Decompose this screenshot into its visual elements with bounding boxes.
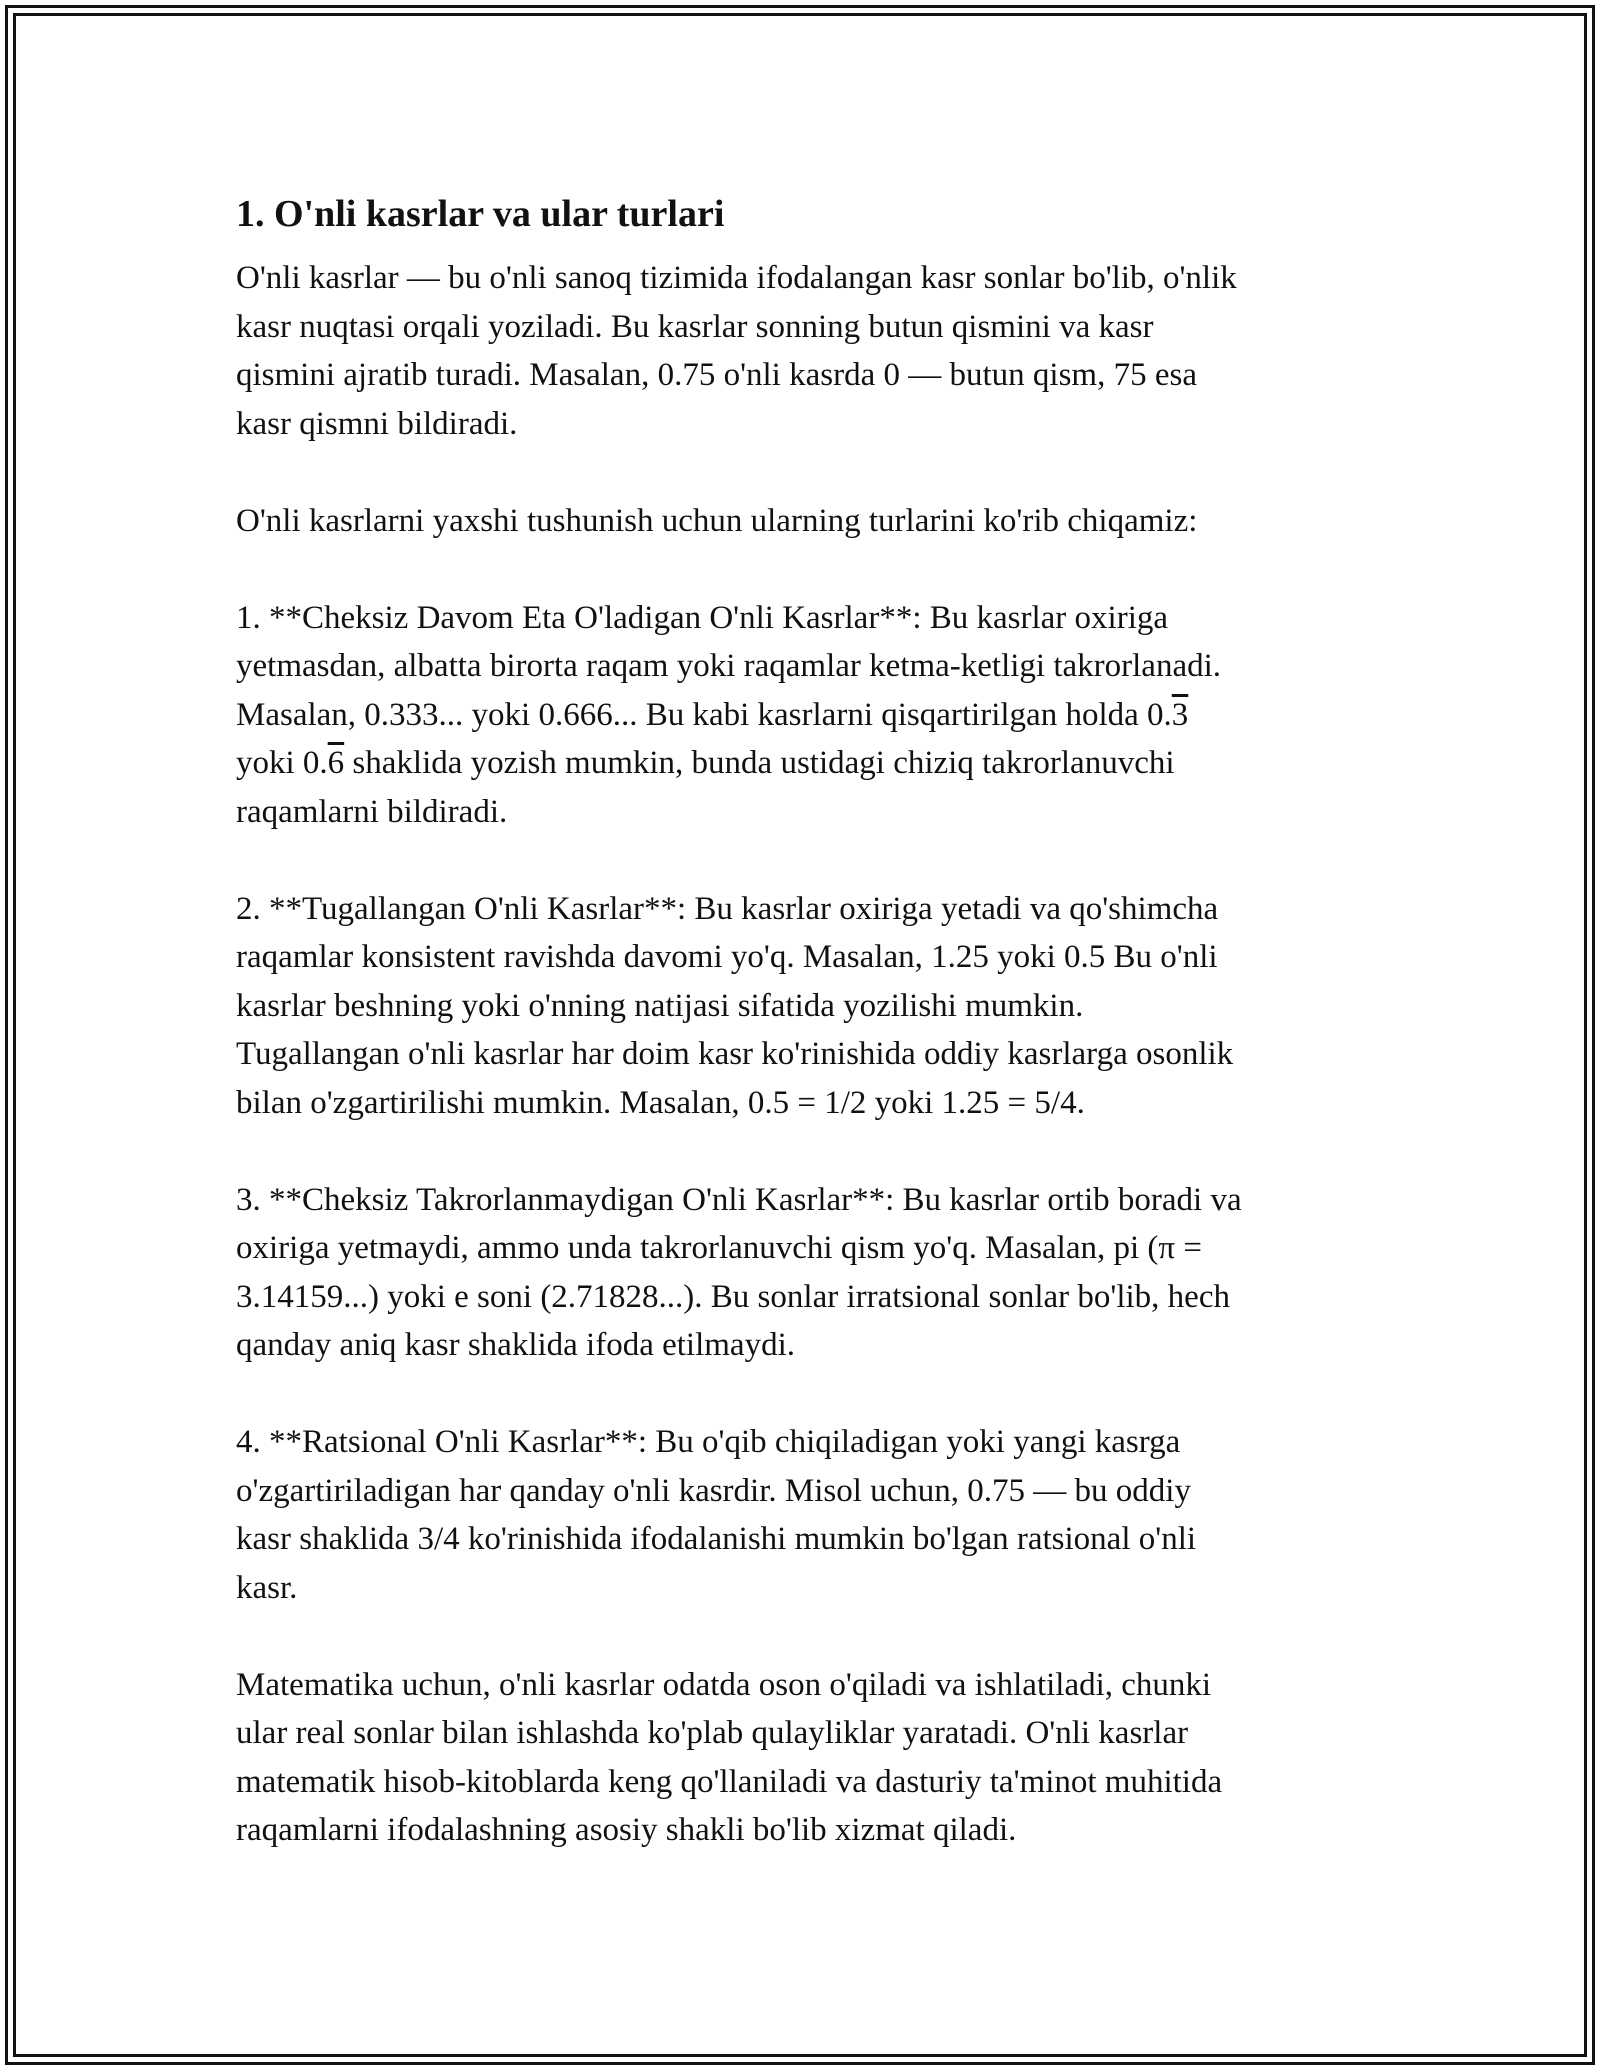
text-line: Tugallangan o'nli kasrlar har doim kasr ko'rinishida oddiy kasrlarga osonlik [236, 1036, 1234, 1072]
list-item-2-terminating [236, 885, 1366, 1128]
text-line: Matematika uchun, o'nli kasrlar odatda oson o'qiladi va ishlatiladi, chunki [236, 1666, 1212, 1703]
paragraph-intro [236, 254, 1366, 448]
text-line: kasr. [236, 1569, 298, 1606]
text-line: raqamlarni bildiradi. [236, 793, 508, 830]
text-line: kasr qismni bildiradi. [236, 405, 518, 442]
text-line: 3.14159...) yoki e soni (2.71828...). Bu sonlar irratsional sonlar bo'lib, hech [236, 1278, 1230, 1315]
text-line: ular real sonlar bilan ishlashda ko'plab qulayliklar yaratadi. O'nli kasrlar [236, 1715, 1189, 1751]
list-item-1-infinite-repeating [236, 594, 1366, 837]
text-segment: shaklida yozish mumkin, bunda ustidagi chiziq takrorlanuvchi [344, 745, 1175, 781]
paragraph-conclusion [236, 1661, 1366, 1855]
text-line: 2. **Tugallangan O'nli Kasrlar**: Bu kasrlar oxiriga yetadi va qo'shimcha [236, 890, 1219, 927]
text-line: kasr shaklida 3/4 ko'rinishida ifodalanishi mumkin bo'lgan ratsional o'nli [236, 1521, 1197, 1557]
text-line: yetmasdan, albatta birorta raqam yoki raqamlar ketma-ketligi takrorlanadi. [236, 648, 1222, 684]
document-body [236, 186, 1366, 1855]
text-line: o'zgartiriladigan har qanday o'nli kasrdir. Misol uchun, 0.75 — bu oddiy [236, 1472, 1191, 1509]
section-heading: 1. O'nli kasrlar va ular turlari [236, 193, 725, 235]
text-line: O'nli kasrlar — bu o'nli sanoq tizimida ifodalangan kasr sonlar bo'lib, o'nlik [236, 260, 1237, 296]
text-line: 3. **Cheksiz Takrorlanmaydigan O'nli Kasrlar**: Bu kasrlar ortib boradi va [236, 1181, 1242, 1218]
repeating-digit-overline: 3 [1171, 696, 1189, 733]
text-line: kasrlar beshning yoki o'nning natijasi sifatida yozilishi mumkin. [236, 987, 1084, 1024]
text-line: 4. **Ratsional O'nli Kasrlar**: Bu o'qib chiqiladigan yoki yangi kasrga [236, 1424, 1181, 1460]
text-line: kasr nuqtasi orqali yoziladi. Bu kasrlar sonning butun qismini va kasr [236, 308, 1154, 345]
text-line: oxiriga yetmaydi, ammo unda takrorlanuvchi qism yo'q. Masalan, pi (π = [236, 1230, 1202, 1266]
text-line: raqamlar konsistent ravishda davomi yo'q. Masalan, 1.25 yoki 0.5 Bu o'nli [236, 939, 1218, 975]
text-line: qanday aniq kasr shaklida ifoda etilmaydi. [236, 1327, 796, 1363]
text-line: bilan o'zgartirilishi mumkin. Masalan, 0.5 = 1/2 yoki 1.25 = 5/4. [236, 1084, 1085, 1121]
text-line [236, 691, 1366, 740]
text-segment: yoki 0. [236, 745, 328, 781]
text-line [236, 739, 1366, 788]
text-line: 1. **Cheksiz Davom Eta O'ladigan O'nli Kasrlar**: Bu kasrlar oxiriga [236, 599, 1169, 636]
text-line: raqamlarni ifodalashning asosiy shakli bo'lib xizmat qiladi. [236, 1812, 1017, 1848]
text-line: O'nli kasrlarni yaxshi tushunish uchun ularning turlarini ko'rib chiqamiz: [236, 502, 1198, 539]
list-item-4-rational [236, 1418, 1366, 1612]
paragraph-types-intro [236, 497, 1366, 546]
list-item-3-non-repeating [236, 1176, 1366, 1370]
text-line: matematik hisob-kitoblarda keng qo'llaniladi va dasturiy ta'minot muhitida [236, 1763, 1223, 1800]
text-line: qismini ajratib turadi. Masalan, 0.75 o'nli kasrda 0 — butun qism, 75 esa [236, 357, 1197, 393]
repeating-digit-overline: 6 [327, 745, 345, 781]
text-segment: Masalan, 0.333... yoki 0.666... Bu kabi kasrlarni qisqartirilgan holda 0. [236, 696, 1172, 733]
